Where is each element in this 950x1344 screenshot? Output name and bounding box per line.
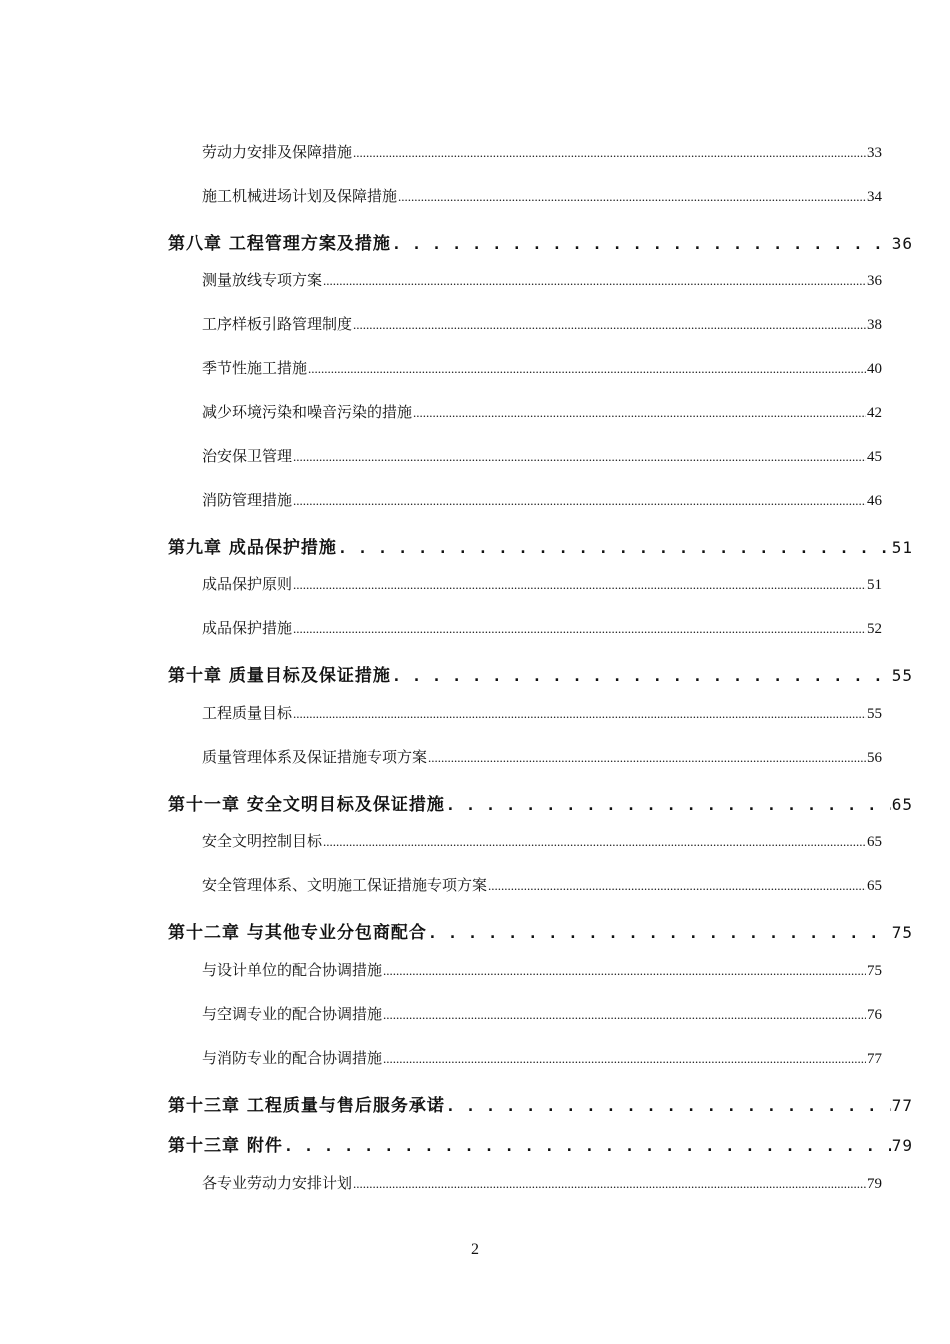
toc-entry-page: 79 <box>891 1136 913 1155</box>
toc-entry-page: 33 <box>867 145 882 161</box>
toc-entry-page: 36 <box>891 234 913 253</box>
dot-leader <box>293 491 866 509</box>
toc-section-entry[interactable] <box>202 401 882 422</box>
toc-section-entry[interactable] <box>202 1047 882 1068</box>
toc-section-entry[interactable] <box>202 141 882 162</box>
dot-leader <box>383 1005 866 1023</box>
dot-leader <box>293 575 866 593</box>
toc-entry-title: 第十章 质量目标及保证措施 <box>168 666 391 686</box>
page-number: 2 <box>471 1241 479 1258</box>
dot-leader <box>353 143 866 161</box>
toc-entry-title: 成品保护措施 <box>202 619 293 637</box>
toc-entry-title: 工程质量目标 <box>202 704 293 722</box>
dot-leader <box>446 795 891 815</box>
dot-leader <box>383 1049 866 1067</box>
toc-chapter-entry[interactable] <box>168 1131 913 1156</box>
toc-section-entry[interactable] <box>202 702 882 723</box>
dot-leader <box>293 447 866 465</box>
toc-entry-page: 75 <box>867 963 882 979</box>
toc-section-entry[interactable] <box>202 617 882 638</box>
toc-entry-title: 第十三章 工程质量与售后服务承诺 <box>168 1096 445 1116</box>
toc-entry-page: 55 <box>867 706 882 722</box>
dot-leader <box>446 1096 891 1116</box>
toc-entry-page: 52 <box>867 621 882 637</box>
toc-entry-page: 55 <box>891 666 913 685</box>
toc-entry-title: 消防管理措施 <box>202 491 293 509</box>
dot-leader <box>308 359 866 377</box>
toc-section-entry[interactable] <box>202 746 882 767</box>
toc-chapter-entry[interactable] <box>168 533 913 558</box>
toc-entry-title: 安全管理体系、文明施工保证措施专项方案 <box>202 876 488 894</box>
toc-section-entry[interactable] <box>202 959 882 980</box>
toc-entry-title: 第九章 成品保护措施 <box>168 538 337 558</box>
toc-entry-page: 36 <box>867 273 882 289</box>
toc-entry-page: 56 <box>867 750 882 766</box>
dot-leader <box>413 403 866 421</box>
toc-entry-page: 38 <box>867 317 882 333</box>
toc-chapter-entry[interactable] <box>168 661 913 686</box>
toc-section-entry[interactable] <box>202 830 882 851</box>
toc-entry-title: 第十二章 与其他专业分包商配合 <box>168 923 427 943</box>
toc-entry-title: 第十三章 附件 <box>168 1136 283 1156</box>
toc-entry-page: 40 <box>867 361 882 377</box>
dot-leader <box>392 666 891 686</box>
toc-chapter-entry[interactable] <box>168 790 913 815</box>
toc-section-entry[interactable] <box>202 313 882 334</box>
toc-entry-title: 成品保护原则 <box>202 575 293 593</box>
toc-entry-title: 工序样板引路管理制度 <box>202 315 353 333</box>
dot-leader <box>488 876 866 894</box>
toc-entry-title: 第十一章 安全文明目标及保证措施 <box>168 795 445 815</box>
toc-entry-page: 77 <box>867 1051 882 1067</box>
dot-leader <box>323 832 866 850</box>
toc-entry-page: 51 <box>867 577 882 593</box>
dot-leader <box>353 1174 866 1192</box>
dot-leader <box>293 704 866 722</box>
toc-section-entry[interactable] <box>202 1003 882 1024</box>
toc-section-entry[interactable] <box>202 573 882 594</box>
toc-section-entry[interactable] <box>202 269 882 290</box>
toc-entry-title: 与消防专业的配合协调措施 <box>202 1049 383 1067</box>
toc-section-entry[interactable] <box>202 185 882 206</box>
dot-leader <box>428 748 866 766</box>
toc-entry-title: 测量放线专项方案 <box>202 271 323 289</box>
toc-entry-page: 34 <box>867 189 882 205</box>
dot-leader <box>428 923 891 943</box>
toc-chapter-entry[interactable] <box>168 918 913 943</box>
toc-entry-title: 第八章 工程管理方案及措施 <box>168 234 391 254</box>
toc-entry-title: 与设计单位的配合协调措施 <box>202 961 383 979</box>
toc-section-entry[interactable] <box>202 874 882 895</box>
toc-entry-title: 质量管理体系及保证措施专项方案 <box>202 748 428 766</box>
toc-entry-title: 各专业劳动力安排计划 <box>202 1174 353 1192</box>
toc-chapter-entry[interactable] <box>168 1091 913 1116</box>
toc-entry-page: 45 <box>867 449 882 465</box>
toc-entry-page: 65 <box>867 834 882 850</box>
toc-entry-title: 季节性施工措施 <box>202 359 308 377</box>
toc-entry-page: 77 <box>891 1096 913 1115</box>
toc-entry-title: 减少环境污染和噪音污染的措施 <box>202 403 413 421</box>
toc-chapter-entry[interactable] <box>168 229 913 254</box>
toc-entry-title: 施工机械进场计划及保障措施 <box>202 187 398 205</box>
toc-entry-page: 65 <box>891 795 913 814</box>
toc-entry-title: 与空调专业的配合协调措施 <box>202 1005 383 1023</box>
toc-section-entry[interactable] <box>202 357 882 378</box>
toc-entry-page: 76 <box>867 1007 882 1023</box>
toc-entry-title: 劳动力安排及保障措施 <box>202 143 353 161</box>
toc-section-entry[interactable] <box>202 1172 882 1193</box>
toc-section-entry[interactable] <box>202 489 882 510</box>
toc-entry-page: 79 <box>867 1176 882 1192</box>
dot-leader <box>353 315 866 333</box>
toc-entry-page: 42 <box>867 405 882 421</box>
toc-section-entry[interactable] <box>202 445 882 466</box>
dot-leader <box>293 619 866 637</box>
toc-entry-page: 65 <box>867 878 882 894</box>
dot-leader <box>383 961 866 979</box>
toc-entry-title: 安全文明控制目标 <box>202 832 323 850</box>
toc-entry-page: 46 <box>867 493 882 509</box>
dot-leader <box>284 1136 891 1156</box>
toc-entry-title: 治安保卫管理 <box>202 447 293 465</box>
toc-entry-page: 75 <box>891 923 913 942</box>
dot-leader <box>338 538 891 558</box>
dot-leader <box>392 234 891 254</box>
dot-leader <box>398 187 866 205</box>
dot-leader <box>323 271 866 289</box>
toc-entry-page: 51 <box>891 538 913 557</box>
